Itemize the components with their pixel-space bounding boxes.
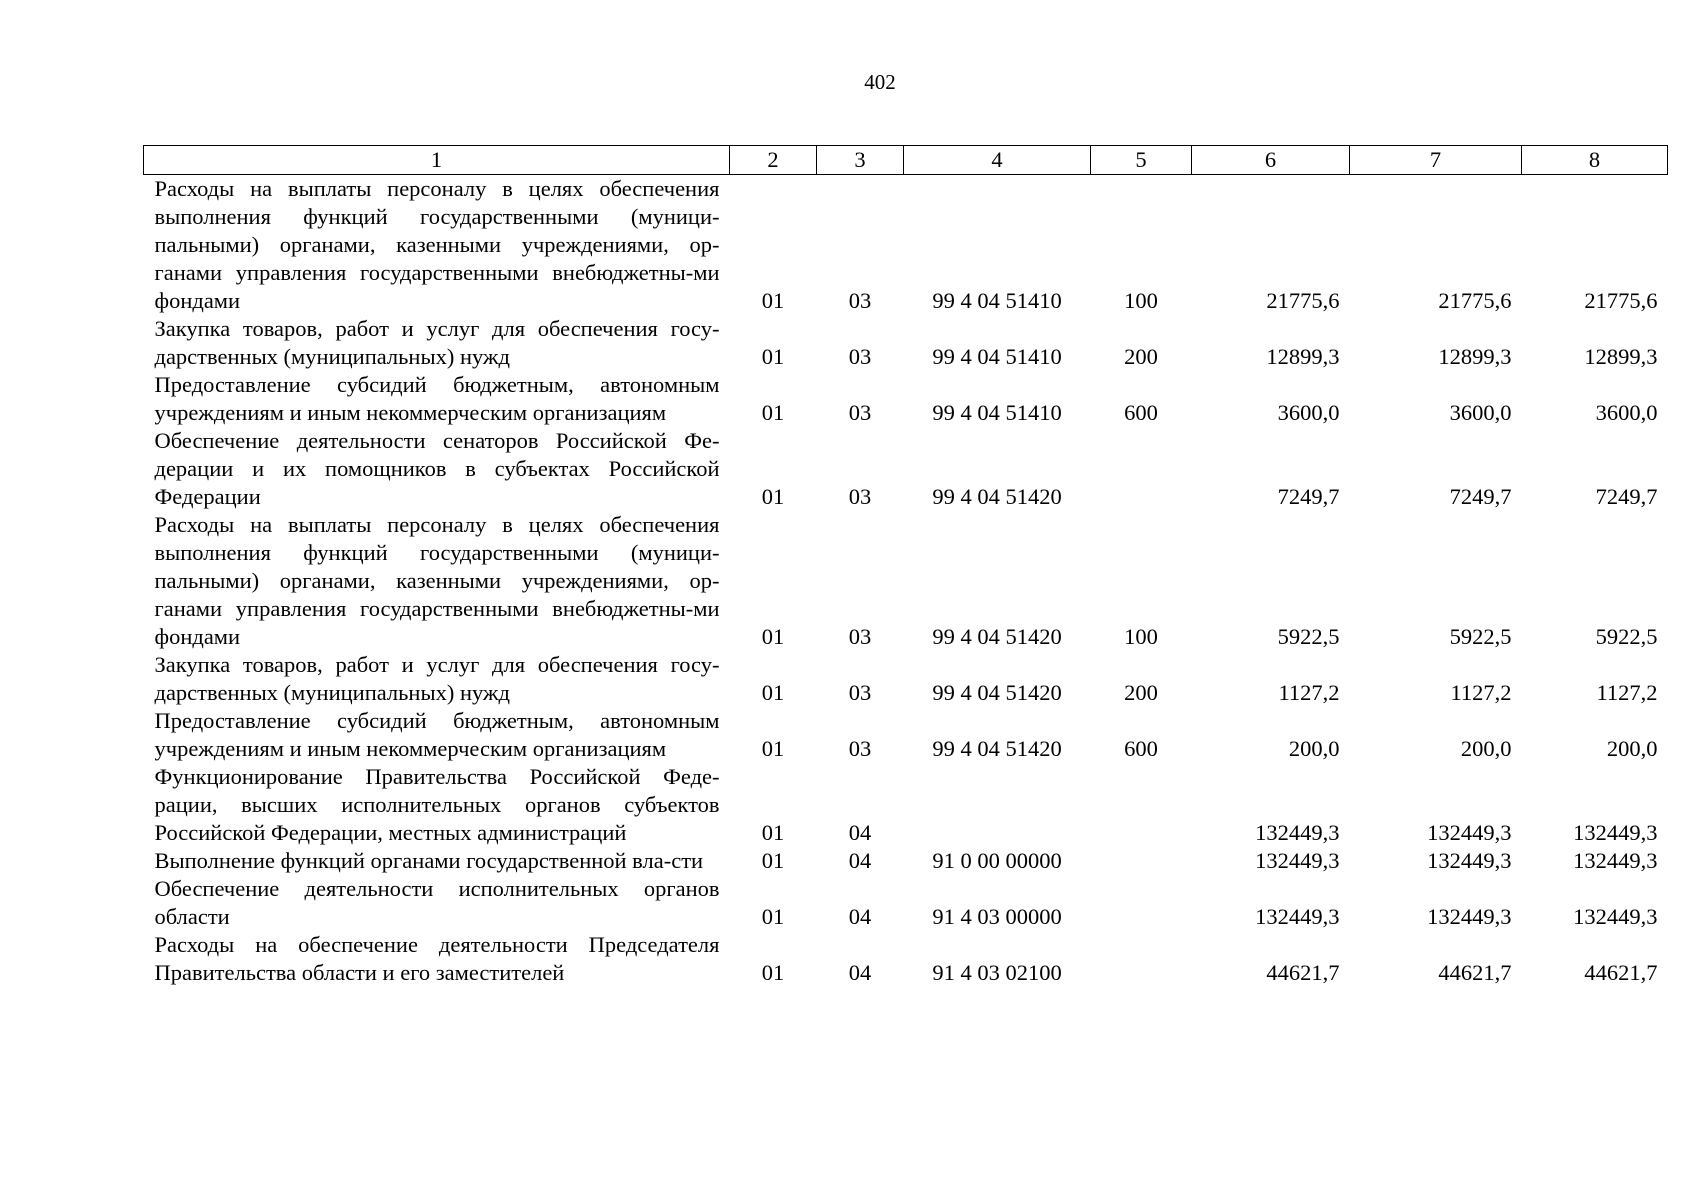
row-subsection: 04 xyxy=(848,848,872,873)
row-expense-type: 100 xyxy=(1124,288,1158,313)
row-subsection: 03 xyxy=(848,624,872,649)
row-amount-col7: 132449,3 xyxy=(1427,848,1512,873)
row-expense-type xyxy=(1091,875,1192,931)
header-col-6: 6 xyxy=(1192,146,1350,175)
row-target-article: 99 4 04 51420 xyxy=(932,680,1062,705)
row-amount-col8: 200,0 xyxy=(1606,736,1658,761)
row-expense-type: 600 xyxy=(1124,736,1158,761)
row-amount-col7: 200,0 xyxy=(1460,736,1512,761)
header-col-4: 4 xyxy=(904,146,1091,175)
row-subsection: 03 xyxy=(848,344,872,369)
row-target-article: 99 4 04 51420 xyxy=(932,736,1062,761)
row-target-article xyxy=(904,763,1091,847)
table-body xyxy=(144,175,1668,988)
row-amount-col7: 132449,3 xyxy=(1427,904,1512,929)
row-section: 01 xyxy=(761,960,785,985)
row-amount-col8: 1127,2 xyxy=(1596,680,1658,705)
row-subsection: 03 xyxy=(848,736,872,761)
row-amount-col8: 132449,3 xyxy=(1573,904,1658,929)
table-row xyxy=(144,847,1668,875)
row-expense-type: 600 xyxy=(1124,400,1158,425)
row-amount-col8: 44621,7 xyxy=(1584,960,1658,985)
row-subsection: 04 xyxy=(848,960,872,985)
row-amount-col8: 132449,3 xyxy=(1573,820,1658,845)
row-name: Расходы на обеспечение деятельности Председателя Правительства области и его заместителей xyxy=(154,932,720,985)
row-subsection: 03 xyxy=(848,484,872,509)
row-section: 01 xyxy=(761,624,785,649)
header-col-3: 3 xyxy=(817,146,904,175)
row-expense-type xyxy=(1091,847,1192,875)
table-row xyxy=(144,931,1668,987)
row-amount-col7: 5922,5 xyxy=(1449,624,1512,649)
row-section: 01 xyxy=(761,484,785,509)
row-subsection: 04 xyxy=(848,904,872,929)
row-section: 01 xyxy=(761,820,785,845)
row-amount-col7: 12899,3 xyxy=(1438,344,1512,369)
row-amount-col6: 132449,3 xyxy=(1255,820,1340,845)
row-section: 01 xyxy=(761,344,785,369)
table-row xyxy=(144,315,1668,371)
row-amount-col6: 132449,3 xyxy=(1255,848,1340,873)
row-target-article: 99 4 04 51410 xyxy=(932,400,1062,425)
row-name: Обеспечение деятельности сенаторов Российской Фе-дерации и их помощников в субъектах Российской Федерации xyxy=(154,428,720,509)
row-amount-col7: 21775,6 xyxy=(1438,288,1512,313)
row-subsection: 03 xyxy=(848,288,872,313)
row-amount-col6: 132449,3 xyxy=(1255,904,1340,929)
page-number: 402 xyxy=(864,70,896,94)
row-name: Функционирование Правительства Российской Феде-рации, высших исполнительных органов субъектов Российской Федерации, местных администраций xyxy=(154,764,720,845)
table-row xyxy=(144,707,1668,763)
row-section: 01 xyxy=(761,736,785,761)
row-name: Предоставление субсидий бюджетным, автономным учреждениям и иным некоммерческим организациям xyxy=(154,372,720,425)
row-amount-col6: 5922,5 xyxy=(1277,624,1340,649)
table-row xyxy=(144,427,1668,511)
row-amount-col7: 44621,7 xyxy=(1438,960,1512,985)
row-name: Расходы на выплаты персоналу в целях обеспечения выполнения функций государственными (муници-пальными) органами, казенными учреждениями, ор-ганами управления государственными внебюджетны-ми фондами xyxy=(154,512,720,649)
row-section: 01 xyxy=(761,680,785,705)
row-amount-col6: 1127,2 xyxy=(1278,680,1340,705)
row-amount-col8: 7249,7 xyxy=(1595,484,1658,509)
row-amount-col7: 1127,2 xyxy=(1450,680,1512,705)
row-name: Закупка товаров, работ и услуг для обеспечения госу-дарственных (муниципальных) нужд xyxy=(154,316,720,369)
row-section: 01 xyxy=(761,848,785,873)
row-expense-type xyxy=(1091,427,1192,511)
budget-table xyxy=(143,145,1668,987)
header-col-5: 5 xyxy=(1091,146,1192,175)
row-amount-col6: 3600,0 xyxy=(1277,400,1340,425)
row-expense-type xyxy=(1091,763,1192,847)
row-name: Расходы на выплаты персоналу в целях обеспечения выполнения функций государственными (муници-пальными) органами, казенными учреждениями, ор-ганами управления государственными внебюджетны-ми фондами xyxy=(154,176,720,313)
row-section: 01 xyxy=(761,288,785,313)
row-target-article: 91 4 03 00000 xyxy=(932,904,1062,929)
row-section: 01 xyxy=(761,400,785,425)
table-row xyxy=(144,651,1668,707)
row-amount-col8: 5922,5 xyxy=(1595,624,1658,649)
row-target-article: 99 4 04 51410 xyxy=(932,288,1062,313)
row-target-article: 99 4 04 51410 xyxy=(932,344,1062,369)
row-target-article: 91 4 03 02100 xyxy=(932,960,1062,985)
header-col-8: 8 xyxy=(1522,146,1668,175)
row-amount-col7: 7249,7 xyxy=(1449,484,1512,509)
row-expense-type xyxy=(1091,931,1192,987)
header-col-7: 7 xyxy=(1350,146,1522,175)
row-amount-col7: 3600,0 xyxy=(1449,400,1512,425)
table-row xyxy=(144,511,1668,651)
row-expense-type: 200 xyxy=(1124,680,1158,705)
row-amount-col7: 132449,3 xyxy=(1427,820,1512,845)
row-name: Закупка товаров, работ и услуг для обеспечения госу-дарственных (муниципальных) нужд xyxy=(154,652,720,705)
header-col-1: 1 xyxy=(144,146,730,175)
row-amount-col6: 12899,3 xyxy=(1266,344,1340,369)
table-row xyxy=(144,875,1668,931)
row-expense-type: 200 xyxy=(1124,344,1158,369)
row-name: Предоставление субсидий бюджетным, автономным учреждениям и иным некоммерческим организациям xyxy=(154,708,720,761)
row-target-article: 91 0 00 00000 xyxy=(932,848,1062,873)
row-amount-col8: 21775,6 xyxy=(1584,288,1658,313)
row-name: Выполнение функций органами государственной вла-сти xyxy=(154,848,704,873)
row-amount-col6: 200,0 xyxy=(1288,736,1340,761)
row-target-article: 99 4 04 51420 xyxy=(932,484,1062,509)
table-row xyxy=(144,371,1668,427)
row-amount-col6: 21775,6 xyxy=(1266,288,1340,313)
row-subsection: 04 xyxy=(848,820,872,845)
table-row xyxy=(144,175,1668,316)
row-amount-col6: 44621,7 xyxy=(1266,960,1340,985)
row-target-article: 99 4 04 51420 xyxy=(932,624,1062,649)
row-name: Обеспечение деятельности исполнительных органов области xyxy=(154,876,720,929)
row-section: 01 xyxy=(761,904,785,929)
row-amount-col6: 7249,7 xyxy=(1277,484,1340,509)
header-col-2: 2 xyxy=(730,146,817,175)
header-row xyxy=(144,146,1668,175)
row-amount-col8: 3600,0 xyxy=(1595,400,1658,425)
row-subsection: 03 xyxy=(848,680,872,705)
row-subsection: 03 xyxy=(848,400,872,425)
row-amount-col8: 12899,3 xyxy=(1584,344,1658,369)
table-row xyxy=(144,763,1668,847)
row-expense-type: 100 xyxy=(1124,624,1158,649)
row-amount-col8: 132449,3 xyxy=(1573,848,1658,873)
